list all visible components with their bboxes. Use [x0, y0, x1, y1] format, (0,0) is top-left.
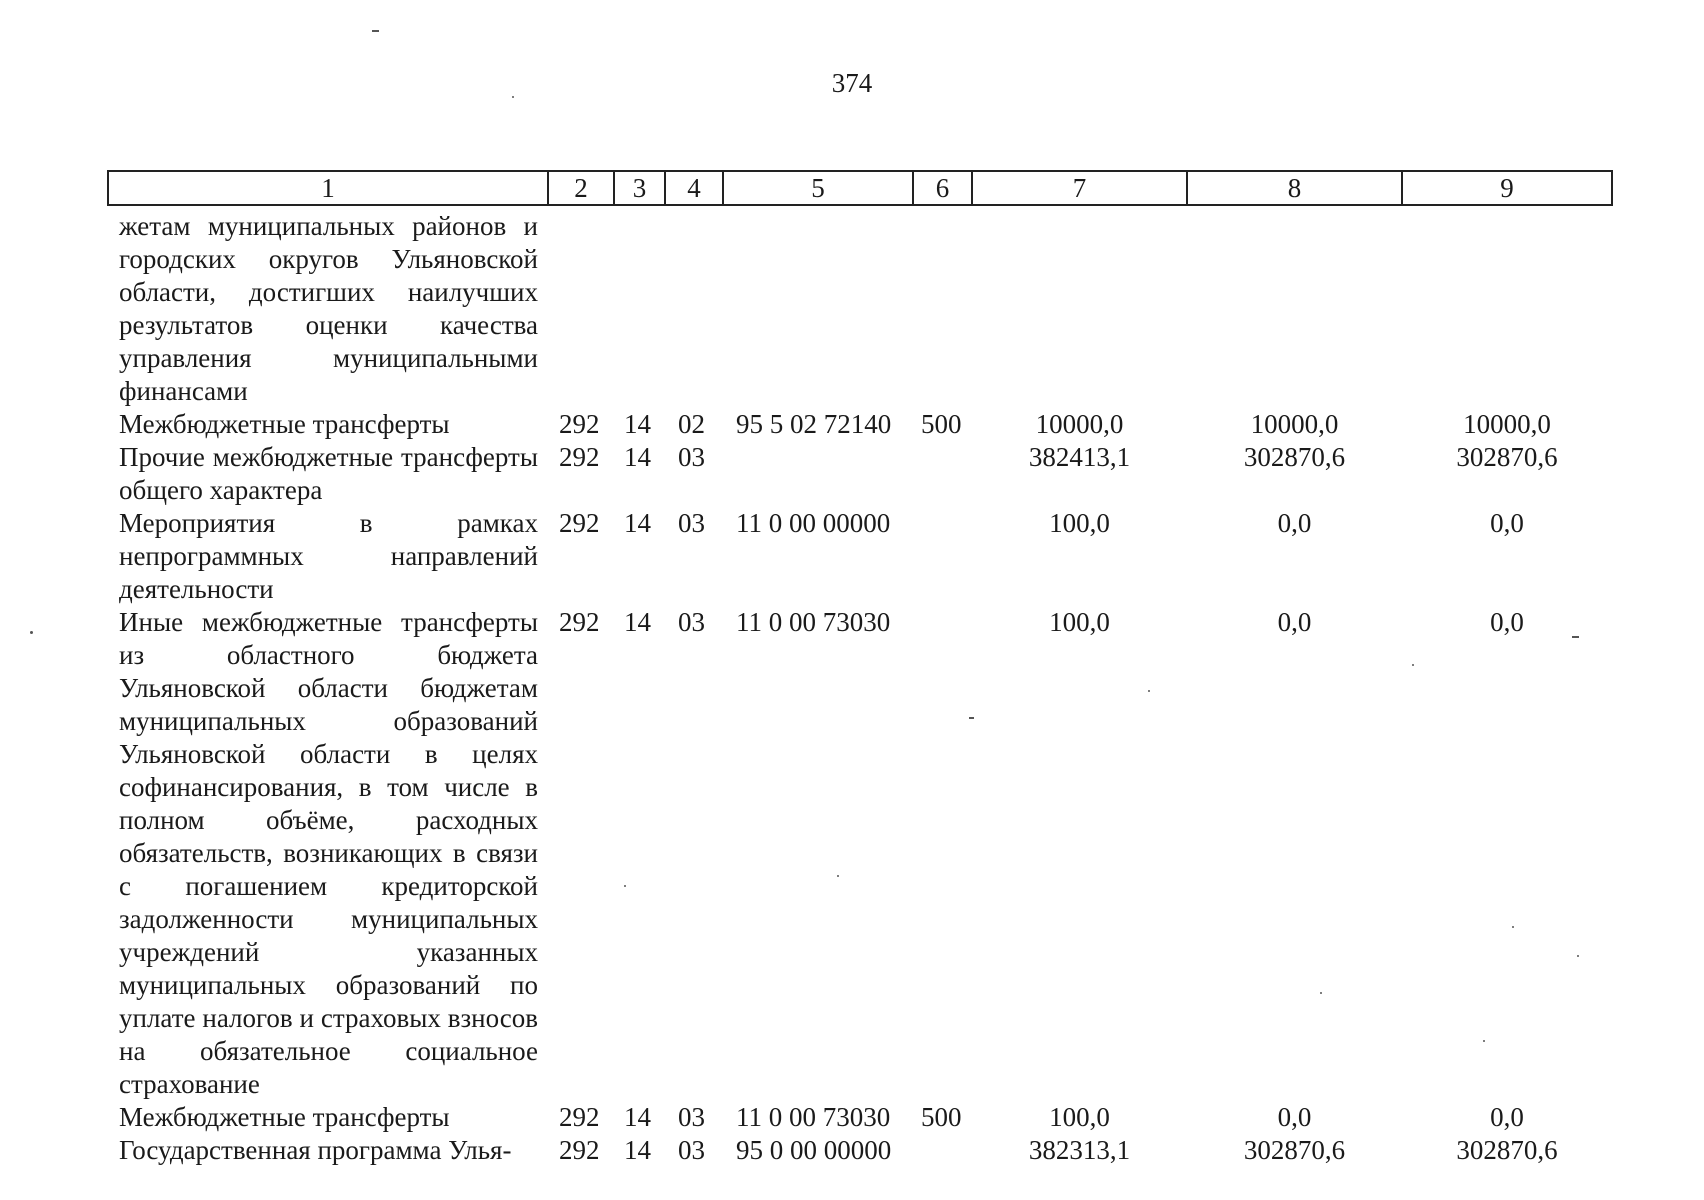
cell-col3 — [614, 205, 665, 408]
cell-col6: 500 — [921, 409, 962, 439]
cell-col4: 03 — [678, 607, 705, 637]
cell-col8: 302870,6 — [1243, 442, 1346, 472]
table-row — [108, 441, 1612, 507]
cell-col3: 14 — [624, 1102, 651, 1132]
cell-col6: 500 — [921, 1102, 962, 1132]
scan-speck — [30, 631, 33, 634]
cell-col5: 95 0 00 00000 — [736, 1135, 892, 1165]
cell-col6 — [913, 1134, 972, 1167]
cell-col4: 03 — [678, 508, 705, 538]
cell-col5: 11 0 00 73030 — [736, 607, 891, 637]
scan-speck — [837, 875, 839, 877]
column-header: 9 — [1402, 171, 1612, 205]
table-row — [108, 408, 1612, 441]
scan-speck — [372, 30, 379, 32]
cell-col3: 14 — [624, 409, 651, 439]
scan-speck — [969, 717, 974, 719]
row-name: Межбюджетные трансферты — [119, 409, 450, 439]
cell-col5: 95 5 02 72140 — [736, 409, 892, 439]
scan-speck — [1483, 1040, 1485, 1042]
cell-col8: 10000,0 — [1250, 409, 1339, 439]
row-name: Государственная программа Улья- — [119, 1135, 512, 1165]
scan-speck — [624, 885, 626, 887]
cell-col2: 292 — [559, 1102, 600, 1132]
cell-col8: 0,0 — [1277, 1102, 1312, 1132]
cell-col9 — [1402, 205, 1612, 408]
table-row — [108, 606, 1612, 1101]
column-header: 5 — [723, 171, 913, 205]
cell-col8: 0,0 — [1277, 508, 1312, 538]
column-header: 3 — [614, 171, 665, 205]
cell-col7: 100,0 — [1049, 508, 1110, 538]
column-header: 6 — [913, 171, 972, 205]
cell-col9: 0,0 — [1490, 607, 1524, 637]
cell-col8: 302870,6 — [1243, 1135, 1346, 1165]
cell-col2: 292 — [559, 409, 600, 439]
cell-col8 — [1187, 205, 1402, 408]
scan-speck — [1412, 664, 1414, 666]
cell-col2: 292 — [559, 1135, 600, 1165]
scan-speck — [1320, 992, 1322, 994]
cell-col3: 14 — [624, 1135, 651, 1165]
cell-col7: 382313,1 — [1028, 1135, 1131, 1165]
column-header: 4 — [665, 171, 723, 205]
cell-col4: 03 — [678, 442, 705, 472]
cell-col6 — [913, 205, 972, 408]
cell-col7: 10000,0 — [1035, 409, 1124, 439]
cell-col6 — [913, 606, 972, 1101]
table-row — [108, 1101, 1612, 1134]
cell-col6 — [913, 441, 972, 507]
cell-col9: 0,0 — [1490, 508, 1524, 538]
cell-col4: 03 — [678, 1102, 705, 1132]
scan-speck — [512, 96, 514, 98]
cell-col8: 0,0 — [1277, 607, 1312, 637]
cell-col2: 292 — [559, 508, 600, 538]
row-name: Иные межбюджетные трансферты из областного бюджета Ульяновской области бюджетам муниципальных образований Ульяновской области в целях софинансирования, в том числе в полном объёме, расходных обязательств, возникающих в связи с погашением кредиторской задолженности муниципальных учреждений указанных муниципальных образований по уплате налогов и страховых взносов на обязательное социальное страхование — [119, 607, 538, 1099]
cell-col2: 292 — [559, 442, 600, 472]
cell-col5: 11 0 00 73030 — [736, 1102, 891, 1132]
cell-col7: 100,0 — [1049, 1102, 1110, 1132]
cell-col4: 02 — [678, 409, 705, 439]
row-name: жетам муниципальных районов и городских округов Ульяновской области, достигших наилучших результатов оценки качества управления муниципальными финансами — [119, 211, 538, 406]
column-header: 1 — [108, 171, 548, 205]
cell-col4: 03 — [678, 1135, 705, 1165]
cell-col6 — [913, 507, 972, 606]
table-row — [108, 205, 1612, 408]
cell-col5 — [723, 441, 913, 507]
cell-col7: 100,0 — [1049, 607, 1110, 637]
column-header: 7 — [972, 171, 1187, 205]
cell-col9: 10000,0 — [1463, 409, 1551, 439]
cell-col3: 14 — [624, 442, 651, 472]
table-header-row — [108, 171, 1612, 205]
row-name: Межбюджетные трансферты — [119, 1102, 450, 1132]
row-name: Мероприятия в рамках непрограммных направлений деятельности — [119, 508, 538, 604]
cell-col5 — [723, 205, 913, 408]
column-header: 2 — [548, 171, 614, 205]
cell-col3: 14 — [624, 607, 651, 637]
cell-col9: 0,0 — [1490, 1102, 1524, 1132]
table-row — [108, 1134, 1612, 1167]
cell-col5: 11 0 00 00000 — [736, 508, 891, 538]
scan-speck — [1512, 926, 1514, 928]
cell-col4 — [665, 205, 723, 408]
table-row — [108, 507, 1612, 606]
cell-col7: 382413,1 — [1028, 442, 1131, 472]
page-number: 374 — [831, 68, 873, 98]
cell-col9: 302870,6 — [1456, 1135, 1558, 1165]
scan-speck — [1572, 636, 1579, 638]
cell-col3: 14 — [624, 508, 651, 538]
budget-table — [107, 170, 1613, 1167]
cell-col2: 292 — [559, 607, 600, 637]
scan-speck — [1577, 955, 1579, 957]
cell-col9: 302870,6 — [1456, 442, 1558, 472]
column-header: 8 — [1187, 171, 1402, 205]
row-name: Прочие межбюджетные трансферты общего характера — [119, 442, 538, 505]
cell-col7 — [972, 205, 1187, 408]
scan-speck — [1148, 690, 1150, 692]
cell-col2 — [548, 205, 614, 408]
